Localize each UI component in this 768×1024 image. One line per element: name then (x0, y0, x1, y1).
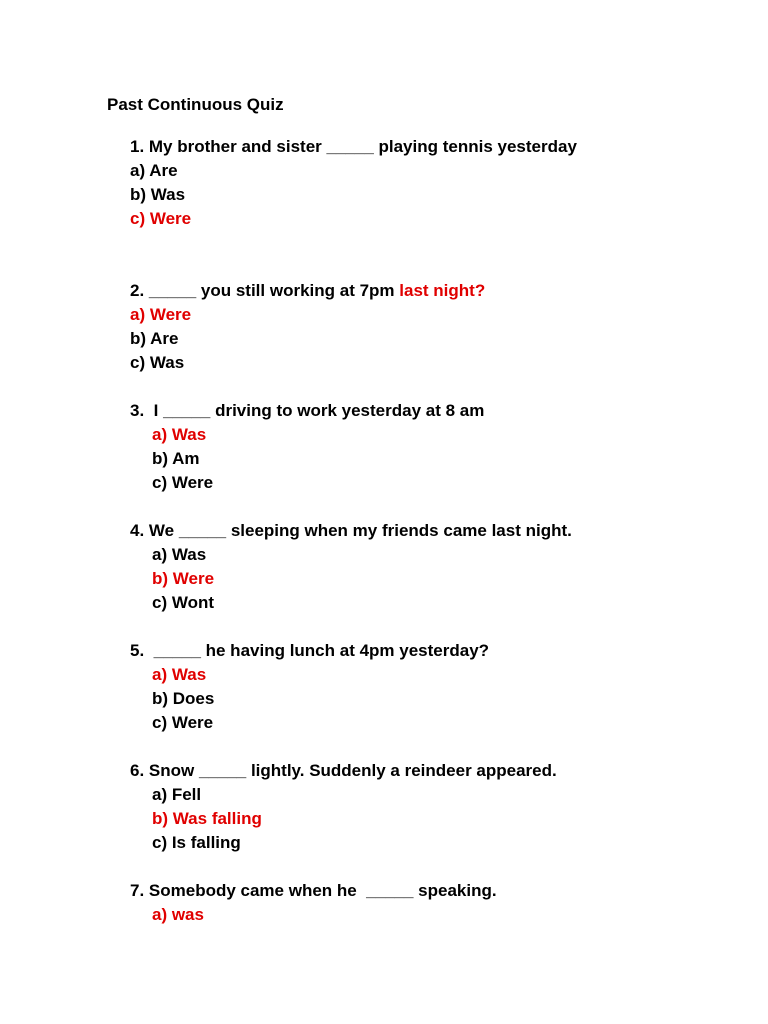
question-3-option-a-answer: a) Was (152, 425, 207, 444)
question-6-option-c: c) Is falling (152, 833, 241, 852)
question-4-option-b-answer: b) Were (152, 569, 215, 588)
question-2-stem (130, 281, 485, 301)
question-5-option-c: c) Were (152, 713, 214, 732)
question-1-option-c-answer: c) Were (130, 209, 192, 228)
question-3-option-c: c) Were (152, 473, 214, 492)
question-3-stem: 3. I _____ driving to work yesterday at 8 am (130, 401, 485, 420)
question-1-option-b: b) Was (130, 185, 186, 204)
quiz-title: Past Continuous Quiz (107, 95, 284, 114)
question-7-stem: 7. Somebody came when he _____ speaking. (130, 881, 497, 900)
question-4-stem: 4. We _____ sleeping when my friends came last night. (130, 521, 572, 540)
question-4-option-a: a) Was (152, 545, 207, 564)
question-5-stem: 5. _____ he having lunch at 4pm yesterday? (130, 641, 490, 660)
question-7-option-a-answer: a) was (152, 905, 204, 924)
question-2-stem-text: 2. _____ you still working at 7pm (130, 281, 400, 300)
question-1-stem: 1. My brother and sister _____ playing tennis yesterday (130, 137, 577, 156)
question-6-option-a: a) Fell (152, 785, 202, 804)
question-6-stem: 6. Snow _____ lightly. Suddenly a reindeer appeared. (130, 761, 557, 780)
question-2-stem-highlight: last night? (399, 281, 486, 300)
question-5-option-a-answer: a) Was (152, 665, 207, 684)
question-3-option-b: b) Am (152, 449, 200, 468)
question-6-option-b-answer: b) Was falling (152, 809, 262, 828)
question-1-option-a: a) Are (130, 161, 178, 180)
question-2-option-c: c) Was (130, 353, 185, 372)
question-2-option-b: b) Are (130, 329, 179, 348)
question-2-option-a-answer: a) Were (130, 305, 192, 324)
question-4-option-c: c) Wont (152, 593, 215, 612)
question-5-option-b: b) Does (152, 689, 215, 708)
